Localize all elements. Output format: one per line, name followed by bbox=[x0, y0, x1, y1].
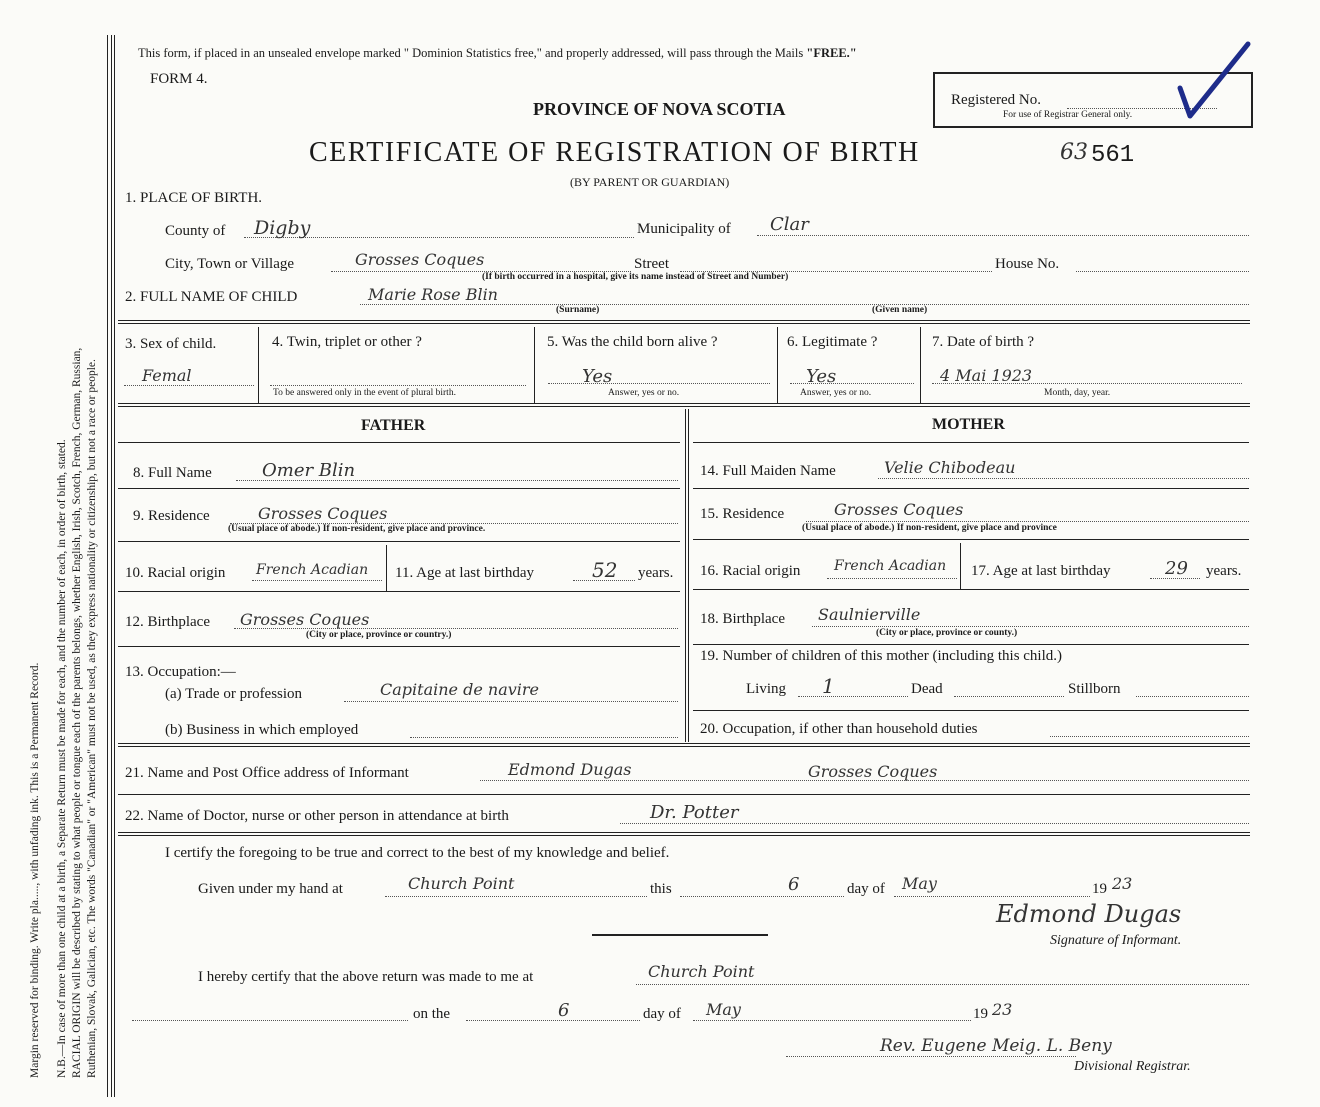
mother-living-label: Living bbox=[746, 681, 786, 697]
mail-notice: This form, if placed in an unsealed envelope marked " Dominion Statistics free," and properly addressed, will pass through the Mails "FREE." bbox=[138, 46, 857, 60]
mother-age-value: 29 bbox=[1165, 558, 1188, 579]
father-business-label: (b) Business in which employed bbox=[165, 722, 359, 738]
father-name-value: Omer Blin bbox=[262, 460, 356, 481]
city-value: Grosses Coques bbox=[355, 250, 485, 269]
on-the-label: on the bbox=[413, 1006, 451, 1022]
father-res-label: 9. Residence bbox=[133, 508, 210, 524]
child-name-line bbox=[360, 304, 1249, 305]
municipality-label: Municipality of bbox=[637, 221, 731, 237]
registrar-place: Church Point bbox=[648, 962, 755, 981]
county-value: Digby bbox=[254, 217, 311, 239]
father-res-note: (Usual place of abode.) If non-resident, give place and province. bbox=[228, 524, 486, 534]
mother-dead-label: Dead bbox=[911, 681, 943, 697]
father-name-label: 8. Full Name bbox=[133, 465, 212, 481]
margin-note-3: RACIAL ORIGIN will be described by stating to what people or tongue each of the parents belongs, whether English, Irish, Scotch, French, German, Russian, bbox=[71, 347, 83, 1078]
mother-res-note: (Usual place of abode.) If non-resident, give place and province bbox=[802, 523, 1057, 533]
doctor-name: Dr. Potter bbox=[650, 802, 739, 823]
reg-year-prefix: 19 bbox=[973, 1006, 988, 1022]
father-birthplace-value: Grosses Coques bbox=[240, 610, 370, 629]
father-res-value: Grosses Coques bbox=[258, 504, 388, 523]
legitimate-label: 6. Legitimate ? bbox=[787, 334, 878, 350]
legitimate-note: Answer, yes or no. bbox=[800, 388, 872, 398]
margin-note-1: Margin reserved for binding. Write pla....., with unfading ink. This is a Permanent Record. bbox=[29, 662, 41, 1078]
informant-signature: Edmond Dugas bbox=[996, 900, 1182, 928]
doctor-label: 22. Name of Doctor, nurse or other person in attendance at birth bbox=[125, 808, 509, 824]
mail-free: "FREE." bbox=[806, 46, 857, 60]
father-heading: FATHER bbox=[361, 417, 426, 434]
given-year: 23 bbox=[1112, 874, 1133, 893]
registrar-signature: Rev. Eugene Meig. L. Beny bbox=[880, 1036, 1112, 1056]
sex-label: 3. Sex of child. bbox=[125, 336, 217, 352]
mother-res-label: 15. Residence bbox=[700, 506, 785, 522]
binding-line bbox=[107, 35, 108, 1097]
registrar-year: 23 bbox=[992, 1000, 1013, 1019]
registered-note: For use of Registrar General only. bbox=[1003, 110, 1133, 120]
rule-parents bbox=[118, 403, 1250, 407]
given-place: Church Point bbox=[408, 874, 515, 893]
mother-occ-label: 20. Occupation, if other than household duties bbox=[700, 721, 978, 737]
twin-note: To be answered only in the event of plural birth. bbox=[273, 388, 456, 398]
child-name-label: 2. FULL NAME OF CHILD bbox=[125, 289, 298, 305]
father-occ-label: 13. Occupation:— bbox=[125, 664, 236, 680]
day-of-label: day of bbox=[847, 881, 885, 897]
mother-birthplace-label: 18. Birthplace bbox=[700, 611, 785, 627]
mother-stillborn-label: Stillborn bbox=[1068, 681, 1121, 697]
street-note: (If birth occurred in a hospital, give its name instead of Street and Number) bbox=[482, 272, 789, 282]
given-day: 6 bbox=[788, 874, 800, 895]
city-label: City, Town or Village bbox=[165, 256, 295, 272]
registrar-statement: I hereby certify that the above return was made to me at bbox=[198, 969, 534, 985]
father-trade-value: Capitaine de navire bbox=[380, 680, 539, 699]
registrar-day: 6 bbox=[558, 1000, 570, 1021]
given-label: Given under my hand at bbox=[198, 881, 343, 897]
legitimate-value: Yes bbox=[806, 366, 837, 387]
municipality-value: Clar bbox=[770, 214, 809, 235]
father-birthplace-note: (City or place, province or country.) bbox=[306, 630, 452, 640]
mother-name-label: 14. Full Maiden Name bbox=[700, 463, 836, 479]
municipality-line bbox=[757, 235, 1249, 236]
year-prefix: 19 bbox=[1092, 881, 1107, 897]
certificate-subtitle: (BY PARENT OR GUARDIAN) bbox=[570, 175, 730, 189]
dob-label: 7. Date of birth ? bbox=[932, 334, 1035, 350]
binding-line-2 bbox=[111, 35, 112, 1097]
informant-name: Edmond Dugas bbox=[508, 760, 632, 779]
column-divider bbox=[685, 409, 686, 742]
registered-label: Registered No. bbox=[951, 92, 1041, 108]
reg-day-of-label: day of bbox=[643, 1006, 681, 1022]
given-name-note: (Given name) bbox=[872, 305, 928, 315]
father-racial-label: 10. Racial origin bbox=[125, 565, 226, 581]
signature-label: Signature of Informant. bbox=[1050, 933, 1182, 948]
mother-living-value: 1 bbox=[822, 674, 835, 698]
father-years: years. bbox=[638, 565, 674, 581]
margin-note-2: N.B.—In case of more than one child at a birth, a Separate Return must be made for each, and the number of each, in order of birth, stated. bbox=[56, 439, 68, 1078]
checkmark-icon bbox=[1176, 40, 1256, 120]
registrar-month: May bbox=[706, 1000, 741, 1019]
sex-value: Femal bbox=[142, 366, 192, 385]
mother-racial-value: French Acadian bbox=[834, 558, 947, 574]
certify-statement: I certify the foregoing to be true and correct to the best of my knowledge and belief. bbox=[165, 845, 670, 861]
father-birthplace-label: 12. Birthplace bbox=[125, 614, 210, 630]
surname-note: (Surname) bbox=[556, 305, 600, 315]
father-age-value: 52 bbox=[592, 558, 618, 582]
province-heading: PROVINCE OF NOVA SCOTIA bbox=[533, 99, 786, 119]
certificate-title: CERTIFICATE OF REGISTRATION OF BIRTH bbox=[309, 137, 920, 168]
given-month: May bbox=[902, 874, 937, 893]
mother-racial-label: 16. Racial origin bbox=[700, 563, 801, 579]
dob-note: Month, day, year. bbox=[1044, 388, 1111, 398]
mother-age-label: 17. Age at last birthday bbox=[971, 563, 1111, 579]
mother-name-value: Velie Chibodeau bbox=[884, 458, 1016, 477]
street-label: Street bbox=[634, 256, 669, 272]
mother-years: years. bbox=[1206, 563, 1242, 579]
form-number: FORM 4. bbox=[150, 71, 208, 87]
margin-notes bbox=[28, 38, 100, 1078]
county-label: County of bbox=[165, 223, 226, 239]
reg-number-handwritten: 63 bbox=[1060, 140, 1088, 165]
mother-heading: MOTHER bbox=[932, 416, 1005, 433]
dob-value: 4 Mai 1923 bbox=[940, 366, 1033, 385]
this-label: this bbox=[650, 881, 672, 897]
house-label: House No. bbox=[995, 256, 1060, 272]
father-racial-value: French Acadian bbox=[256, 562, 369, 578]
mother-res-value: Grosses Coques bbox=[834, 500, 964, 519]
place-heading: 1. PLACE OF BIRTH. bbox=[125, 190, 263, 206]
mother-children-label: 19. Number of children of this mother (including this child.) bbox=[700, 648, 1063, 664]
father-trade-label: (a) Trade or profession bbox=[165, 686, 303, 702]
twin-label: 4. Twin, triplet or other ? bbox=[272, 334, 422, 350]
reg-number: 561 bbox=[1091, 142, 1135, 169]
informant-label: 21. Name and Post Office address of Informant bbox=[125, 765, 409, 781]
mother-birthplace-note: (City or place, province or county.) bbox=[876, 628, 1018, 638]
father-age-label: 11. Age at last birthday bbox=[395, 565, 534, 581]
registrar-label: Divisional Registrar. bbox=[1074, 1059, 1191, 1074]
alive-note: Answer, yes or no. bbox=[608, 388, 680, 398]
rule-top-row bbox=[118, 320, 1250, 324]
rule-bottom-parents bbox=[118, 743, 1250, 747]
child-name-value: Marie Rose Blin bbox=[368, 285, 498, 304]
house-line bbox=[1076, 271, 1249, 272]
margin-note-4: Ruthenian, Slovak, Galician, etc. The words "Canadian" or "American" must not be used, as they express nationality or citizenship, but not a race or people. bbox=[86, 359, 98, 1078]
informant-address: Grosses Coques bbox=[808, 762, 938, 781]
mother-birthplace-value: Saulnierville bbox=[818, 605, 921, 624]
alive-value: Yes bbox=[582, 366, 613, 387]
alive-label: 5. Was the child born alive ? bbox=[547, 334, 718, 350]
binding-line-3 bbox=[114, 35, 115, 1097]
